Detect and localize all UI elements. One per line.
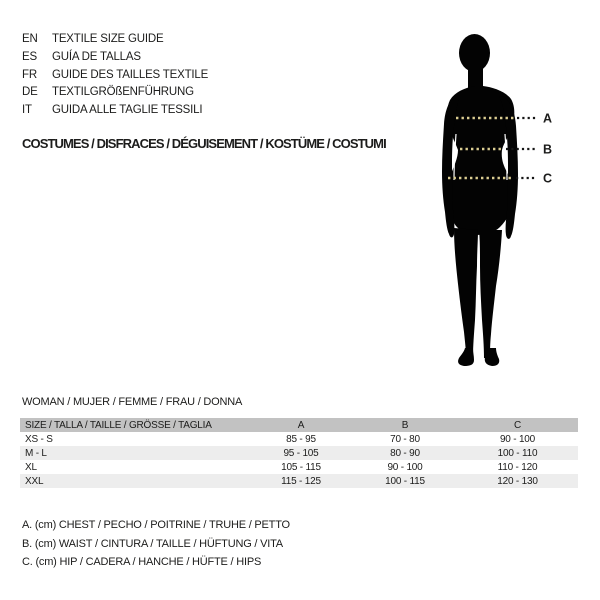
- value-cell-a: 115 - 125: [281, 475, 321, 487]
- language-row: [22, 84, 208, 102]
- language-row: [22, 67, 208, 85]
- value-cell-a: 105 - 115: [281, 461, 321, 473]
- language-label: GUÍA DE TALLAS: [52, 50, 141, 63]
- value-cell-c: 110 - 120: [497, 461, 538, 473]
- measure-label-a: A: [543, 111, 553, 126]
- language-code: DE: [22, 86, 38, 99]
- measure-label-c: C: [543, 171, 553, 186]
- woman-silhouette: [442, 34, 518, 366]
- value-cell-b: 100 - 115: [385, 475, 425, 487]
- value-cell-b: 70 - 80: [390, 433, 420, 445]
- size-cell: M - L: [25, 447, 47, 459]
- language-label: TEXTILE SIZE GUIDE: [52, 33, 164, 45]
- value-cell-c: 100 - 110: [497, 447, 538, 459]
- gender-section-label: WOMAN / MUJER / FEMME / FRAU / DONNA: [22, 396, 243, 408]
- woman-silhouette-diagram: [430, 28, 560, 373]
- language-code: EN: [22, 33, 38, 45]
- value-cell-a: 85 - 95: [286, 433, 316, 445]
- language-row: [22, 102, 208, 120]
- language-list: [22, 31, 208, 120]
- language-row: [22, 49, 208, 67]
- table-row: [20, 460, 578, 474]
- table-row: [20, 432, 578, 446]
- size-cell: XXL: [25, 475, 44, 487]
- language-label: TEXTILGRÖßENFÜHRUNG: [52, 86, 194, 99]
- language-code: IT: [22, 104, 32, 117]
- value-cell-b: 90 - 100: [387, 461, 423, 473]
- column-header-c: C: [513, 419, 522, 431]
- size-cell: XS - S: [25, 433, 53, 445]
- footnote-b: B. (cm) WAIST / CINTURA / TAILLE / HÜFTUNG / VITA: [22, 537, 283, 550]
- value-cell-a: 95 - 105: [283, 447, 319, 459]
- size-column-header: SIZE / TALLA / TAILLE / GRÖSSE / TAGLIA: [25, 419, 212, 431]
- language-code: FR: [22, 68, 37, 81]
- value-cell-c: 90 - 100: [499, 433, 536, 445]
- column-header-a: A: [297, 419, 305, 431]
- value-cell-b: 80 - 90: [390, 447, 420, 459]
- language-code: ES: [22, 50, 37, 63]
- measurement-footnotes: [22, 516, 290, 572]
- measure-label-b: B: [543, 142, 553, 157]
- table-row: [20, 474, 578, 488]
- language-label: GUIDA ALLE TAGLIE TESSILI: [52, 104, 203, 117]
- value-cell-c: 120 - 130: [497, 475, 538, 487]
- size-cell: XL: [25, 461, 37, 473]
- size-table-header-row: [20, 418, 578, 432]
- footnote-a: A. (cm) CHEST / PECHO / POITRINE / TRUHE / PETTO: [22, 519, 290, 531]
- language-row: [22, 31, 208, 49]
- category-title: COSTUMES / DISFRACES / DÉGUISEMENT / KOSTÜME / COSTUMI: [22, 136, 386, 151]
- column-header-b: B: [401, 419, 409, 431]
- language-label: GUIDE DES TAILLES TEXTILE: [52, 68, 209, 81]
- table-row: [20, 446, 578, 460]
- size-table: [20, 418, 578, 488]
- footnote-c: C. (cm) HIP / CADERA / HANCHE / HÜFTE / HIPS: [22, 556, 262, 569]
